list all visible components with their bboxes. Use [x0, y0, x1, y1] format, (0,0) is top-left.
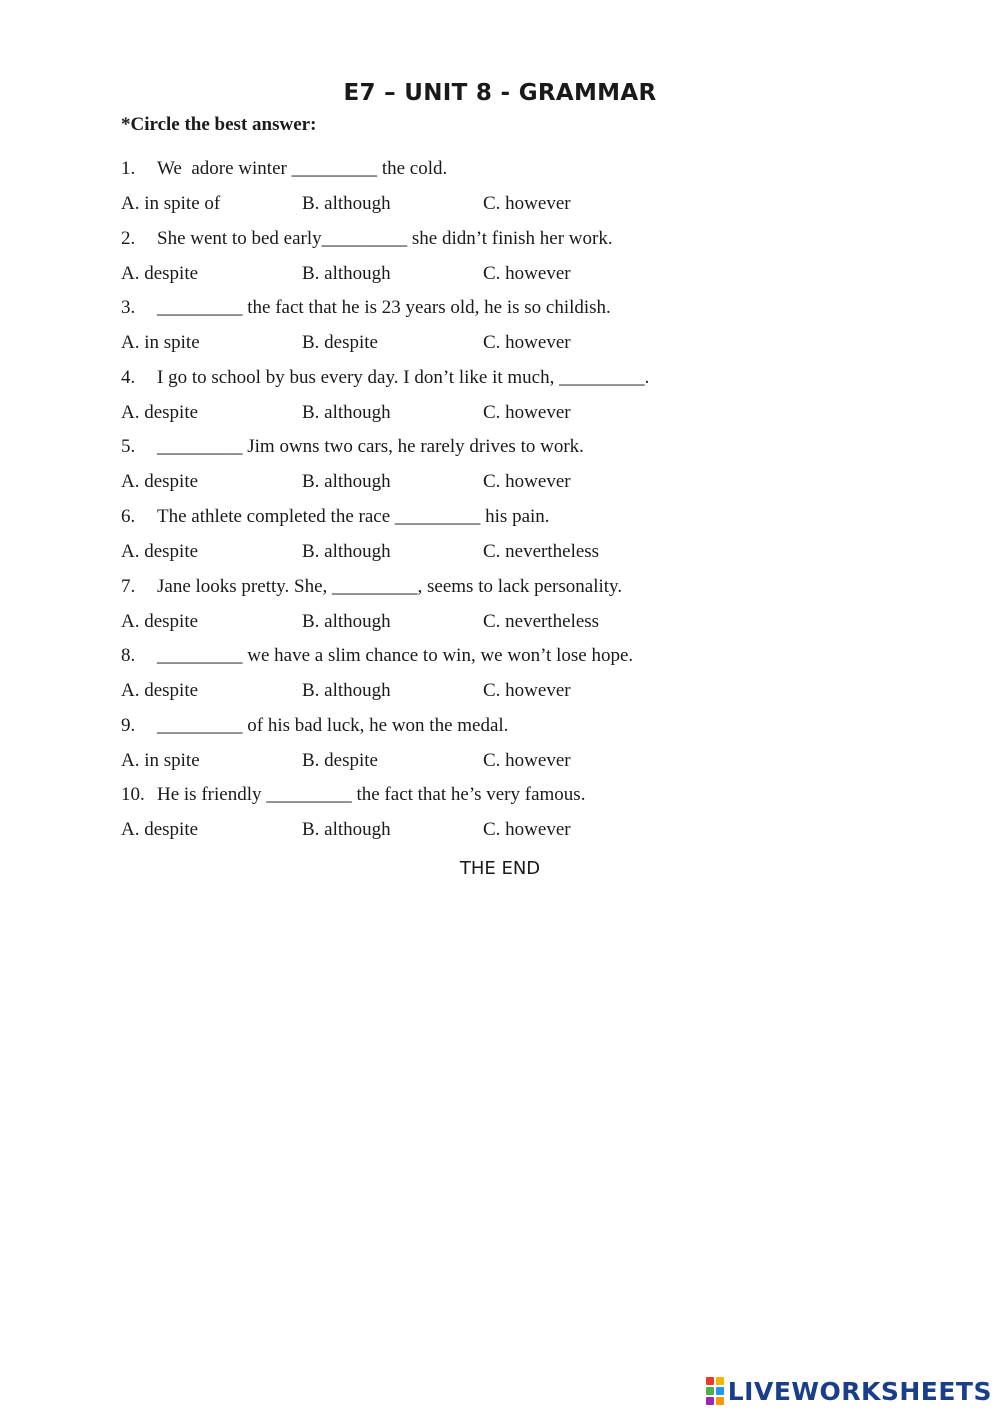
worksheet-title: E7 – UNIT 8 - GRAMMAR [343, 80, 657, 106]
question-text: The athlete completed the race _________ his pain. [157, 505, 550, 527]
option-c[interactable]: C. nevertheless [483, 610, 600, 632]
question-number: 2. [121, 227, 136, 249]
option-b[interactable]: B. although [302, 610, 391, 632]
option-b[interactable]: B. although [302, 540, 391, 562]
question-item [121, 713, 881, 783]
question-number: 1. [121, 158, 136, 179]
option-b[interactable]: B. although [302, 262, 391, 284]
option-c[interactable]: C. nevertheless [483, 540, 600, 562]
question-number: 8. [121, 645, 136, 667]
question-text: _________ the fact that he is 23 years old, he is so childish. [157, 297, 611, 319]
question-text: _________ we have a slim chance to win, we won’t lose hope. [157, 645, 634, 667]
option-a[interactable]: A. despite [121, 262, 199, 284]
question-list [121, 156, 881, 852]
option-c[interactable]: C. however [483, 749, 571, 771]
question-number: 9. [121, 714, 136, 736]
option-a[interactable]: A. despite [121, 540, 199, 562]
question-number: 5. [121, 436, 136, 458]
brand-name: LIVEWORKSHEETS [727, 1376, 992, 1406]
question-item [121, 574, 881, 644]
liveworksheets-brand[interactable] [706, 1377, 992, 1405]
option-b[interactable]: B. although [302, 193, 391, 214]
end-text: THE END [459, 858, 541, 879]
option-a[interactable]: A. despite [121, 610, 199, 632]
option-b[interactable]: B. despite [302, 749, 378, 771]
option-a[interactable]: A. in spite of [121, 193, 221, 214]
option-c[interactable]: C. however [483, 401, 571, 423]
question-item [121, 504, 881, 574]
question-number: 10. [121, 784, 145, 806]
question-number: 4. [121, 366, 136, 388]
question-text: We adore winter _________ the cold. [157, 158, 448, 179]
liveworksheets-logo-icon [706, 1377, 724, 1405]
option-b[interactable]: B. although [302, 471, 391, 493]
option-b[interactable]: B. although [302, 819, 391, 841]
option-c[interactable]: C. however [483, 262, 571, 284]
question-text: Jane looks pretty. She, _________, seems to lack personality. [157, 575, 623, 597]
question-number: 3. [121, 297, 136, 319]
question-item [121, 365, 881, 435]
question-item [121, 295, 881, 365]
option-c[interactable]: C. however [483, 332, 571, 354]
option-b[interactable]: B. despite [302, 332, 378, 354]
question-text: I go to school by bus every day. I don’t like it much, _________. [157, 366, 650, 388]
option-a[interactable]: A. in spite [121, 749, 200, 771]
option-a[interactable]: A. despite [121, 680, 199, 702]
question-item [121, 782, 881, 852]
question-text: He is friendly _________ the fact that he’s very famous. [157, 784, 586, 806]
option-a[interactable]: A. despite [121, 401, 199, 423]
option-a[interactable]: A. despite [121, 819, 199, 841]
question-text: _________ Jim owns two cars, he rarely drives to work. [157, 436, 584, 458]
question-number: 6. [121, 505, 136, 527]
option-c[interactable]: C. however [483, 193, 571, 214]
option-a[interactable]: A. in spite [121, 332, 200, 354]
question-text: She went to bed early_________ she didn’t finish her work. [157, 227, 613, 249]
question-item [121, 226, 881, 296]
logo-square [716, 1397, 724, 1405]
option-a[interactable]: A. despite [121, 471, 199, 493]
option-b[interactable]: B. although [302, 401, 391, 423]
question-item [121, 434, 881, 504]
logo-square [716, 1377, 724, 1385]
option-c[interactable]: C. however [483, 471, 571, 493]
option-c[interactable]: C. however [483, 819, 571, 841]
logo-square [716, 1387, 724, 1395]
option-b[interactable]: B. although [302, 680, 391, 702]
instruction-text: *Circle the best answer: [121, 114, 317, 135]
question-number: 7. [121, 575, 136, 597]
option-c[interactable]: C. however [483, 680, 571, 702]
logo-square [706, 1377, 714, 1385]
question-item [121, 156, 881, 226]
question-text: _________ of his bad luck, he won the medal. [157, 714, 509, 736]
logo-square [706, 1387, 714, 1395]
logo-square [706, 1397, 714, 1405]
question-item [121, 643, 881, 713]
